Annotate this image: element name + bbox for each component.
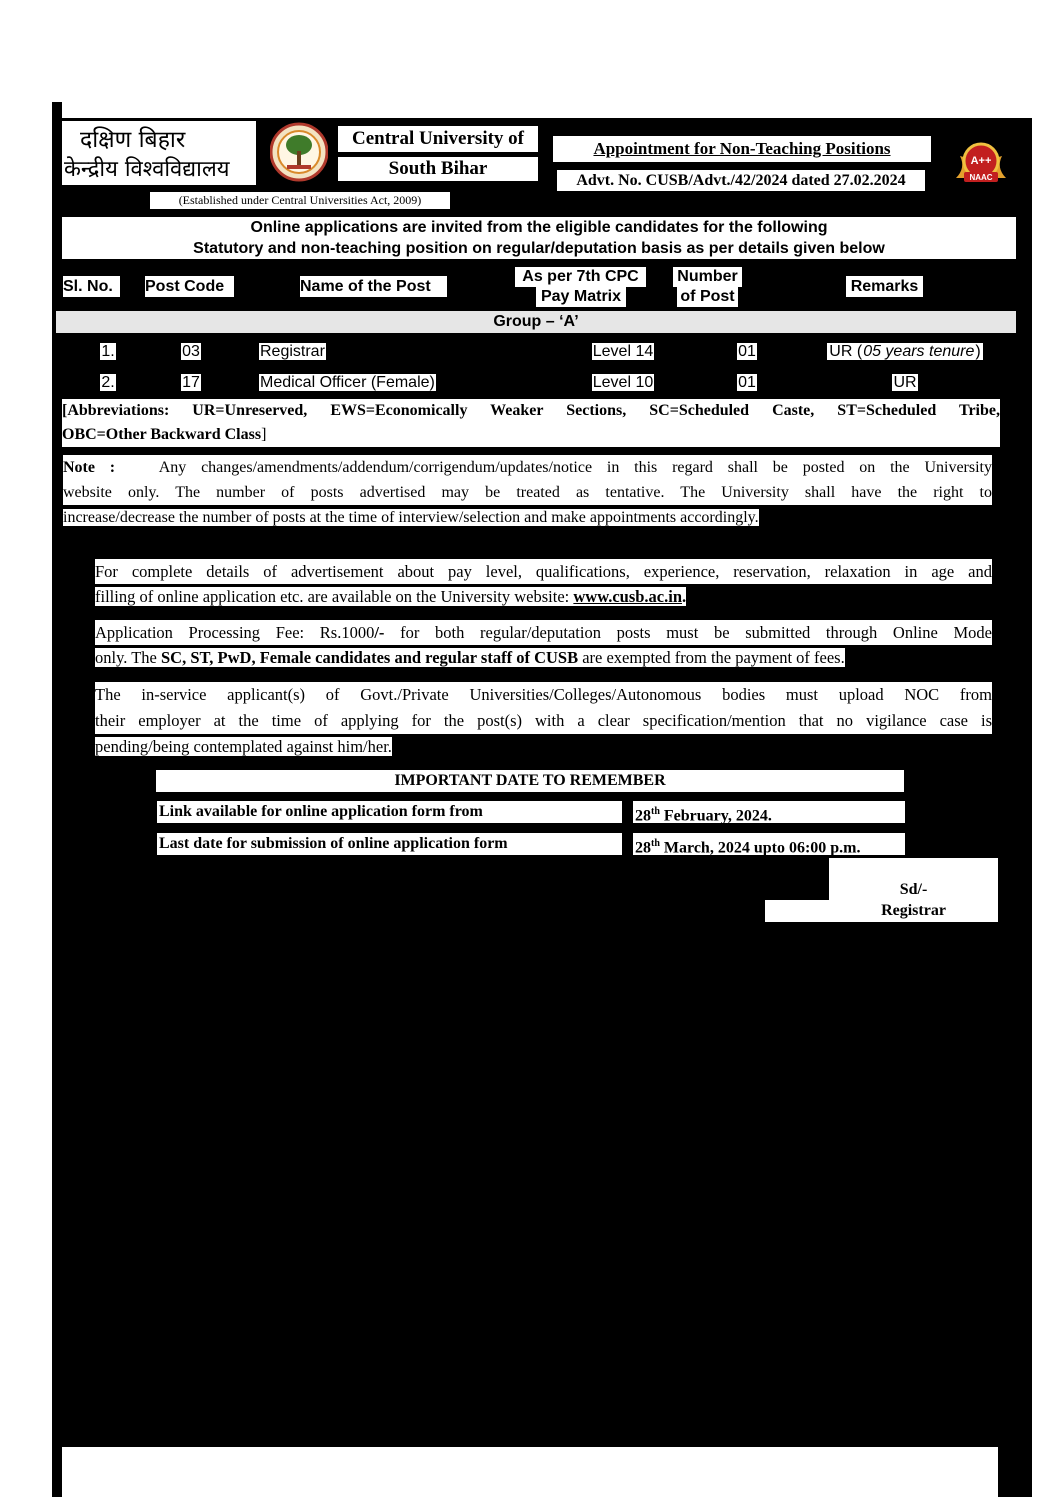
row-remarks: UR (05 years tenure): [829, 342, 981, 360]
appointment-title: Appointment for Non-Teaching Positions: [553, 136, 931, 162]
important-dates-title: IMPORTANT DATE TO REMEMBER: [156, 770, 904, 792]
abbreviations-line1: [Abbreviations: UR=Unreserved, EWS=Economically Weaker Sections, SC=Scheduled Caste, ST=Scheduled Tribe,: [62, 402, 1000, 419]
row-sl: 1.: [101, 342, 115, 360]
university-emblem-icon: [270, 121, 328, 183]
university-website-link[interactable]: www.cusb.ac.in: [573, 587, 683, 606]
table-row: [58, 336, 1013, 367]
table-row: [58, 367, 1013, 398]
abbreviations-box: [62, 399, 1000, 447]
date-value-1: 28th February, 2024.: [633, 801, 905, 823]
row-post-code: 17: [182, 373, 200, 391]
date-value-2: 28th March, 2024 upto 06:00 p.m.: [633, 833, 905, 855]
note-section: [63, 455, 992, 530]
advertisement-number: Advt. No. CUSB/Advt./42/2024 dated 27.02.2024: [557, 170, 925, 191]
naac-badge-icon: [950, 134, 1012, 188]
svg-text:A++: A++: [970, 155, 992, 167]
header-remarks: Remarks: [846, 276, 923, 297]
row-post-name: Registrar: [260, 342, 325, 360]
row-pay-level: Level 10: [592, 373, 654, 391]
intro-box: [62, 217, 1016, 259]
details-paragraph: [95, 559, 992, 609]
university-name-line2: South Bihar: [338, 157, 538, 181]
intro-line1: Online applications are invited from the eligible candidates for the following: [250, 219, 828, 236]
header-post-code: Post Code: [145, 276, 234, 297]
fee-line1: Application Processing Fee: Rs.1000/- for both regular/deputation posts must be submitted through Online Mode: [95, 620, 992, 645]
row-remarks: UR: [893, 373, 917, 391]
row-post-name: Medical Officer (Female): [260, 373, 435, 391]
established-note: (Established under Central Universities Act, 2009): [150, 192, 450, 209]
date-label-2: Last date for submission of online application form: [157, 833, 622, 855]
header-pay-matrix-line1: As per 7th CPC: [515, 267, 646, 287]
fee-line2: only. The SC, ST, PwD, Female candidates and regular staff of CUSB are exempted from the payment of fees.: [95, 648, 845, 667]
note-line2: website only. The number of posts advertised may be treated as tentative. The University shall have the right to: [63, 480, 992, 505]
noc-line1: The in-service applicant(s) of Govt./Private Universities/Colleges/Autonomous bodies must upload NOC from: [95, 682, 992, 708]
signature-registrar: Registrar: [881, 902, 946, 919]
note-line1: Note : Any changes/amendments/addendum/corrigendum/updates/notice in this regard shall be posted on the University: [63, 455, 992, 480]
intro-line2: Statutory and non-teaching position on regular/deputation basis as per details given below: [193, 240, 885, 257]
hindi-name-line2: केन्द्रीय विश्वविद्यालय: [64, 157, 230, 182]
noc-line2: their employer at the time of applying for the post(s) with a clear specification/mention that no vigilance case is: [95, 708, 992, 734]
svg-text:NAAC: NAAC: [969, 173, 993, 182]
posts-table: [58, 336, 1013, 398]
noc-line3: pending/being contemplated against him/her.: [95, 737, 392, 756]
abbreviations-line2: OBC=Other Backward Class]: [62, 426, 267, 443]
fee-paragraph: [95, 620, 992, 670]
header-post-name: Name of the Post: [300, 276, 447, 297]
details-line1: For complete details of advertisement about pay level, qualifications, experience, reservation, relaxation in age and: [95, 559, 992, 584]
top-margin-strip: [62, 102, 1032, 118]
row-sl: 2.: [101, 373, 115, 391]
signature-sd: Sd/-: [899, 881, 928, 898]
header-number-line2: of Post: [677, 287, 738, 307]
group-label: Group – ‘A’: [56, 311, 1016, 333]
row-pay-level: Level 14: [592, 342, 654, 360]
hindi-name-line1: दक्षिण बिहार: [80, 127, 186, 153]
details-line2: filling of online application etc. are available on the University website: www.cusb.ac.in.: [95, 587, 687, 606]
row-post-code: 03: [182, 342, 200, 360]
footer-strip: [62, 1447, 998, 1497]
university-name-line1: Central University of: [338, 126, 538, 152]
row-post-count: 01: [738, 373, 756, 391]
header-sl-no: Sl. No.: [63, 276, 120, 297]
date-label-1: Link available for online application form from: [157, 801, 622, 823]
header-number-line1: Number: [673, 267, 742, 287]
noc-paragraph: [95, 682, 992, 760]
note-line3: increase/decrease the number of posts at the time of interview/selection and make appointments accordingly.: [63, 509, 759, 526]
row-post-count: 01: [738, 342, 756, 360]
header-pay-matrix-line2: Pay Matrix: [536, 287, 626, 307]
